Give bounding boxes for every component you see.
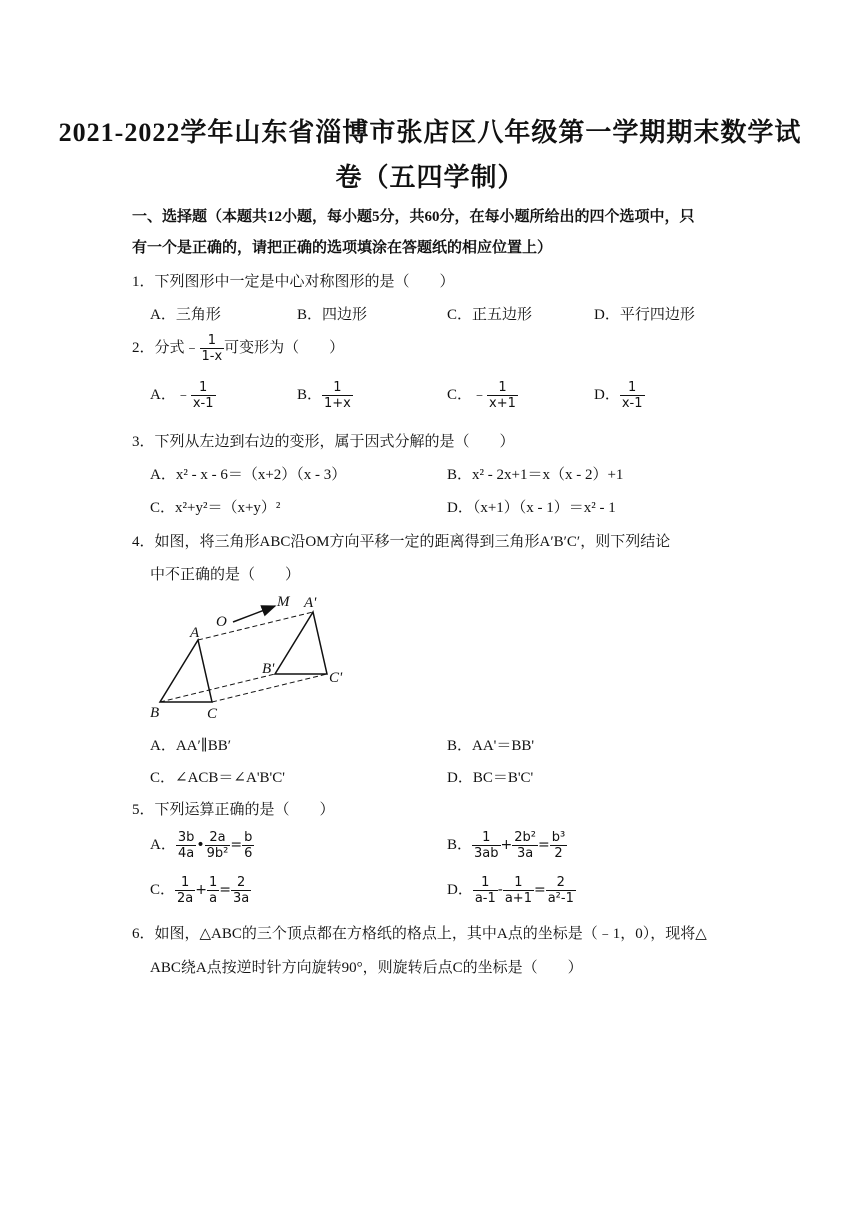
om-arrow <box>233 606 275 622</box>
page-title: 2021-2022学年山东省淄博市张店区八年级第一学期期末数学试 <box>58 118 802 147</box>
denominator: x-1 <box>192 396 214 411</box>
question-6-stem-continued: ABC绕A点按逆时针方向旋转90°，则旋转后点C的坐标是（ ） <box>150 960 583 976</box>
q2-option-a-fraction <box>191 380 216 411</box>
question-4-stem: 4．如图，将三角形ABC沿OM方向平移一定的距离得到三角形A′B′C′，则下列结论 <box>132 534 671 550</box>
label-b-prime: B' <box>262 661 275 677</box>
denominator: a+1 <box>504 891 532 906</box>
q2-option-c-label: C． <box>447 386 473 403</box>
denominator: 6 <box>244 846 253 861</box>
denominator: 2a <box>177 891 194 906</box>
numerator: 1 <box>498 380 507 395</box>
fraction-2 <box>205 830 231 861</box>
q5-option-d-label: D． <box>447 881 473 898</box>
numerator: 2a <box>209 830 226 845</box>
q4-option-a[interactable]: A．AA′∥BB′ <box>150 738 231 754</box>
label-a-prime: A' <box>304 595 317 611</box>
q1-option-a[interactable]: A．三角形 <box>150 307 221 323</box>
triangle-abc <box>160 640 212 702</box>
label-o: O <box>216 614 227 630</box>
question-6-stem: 6．如图，△ABC的三个顶点都在方格纸的格点上，其中A点的坐标是（﹣1，0），现将△ <box>132 926 707 942</box>
q4-option-d[interactable]: D．BC＝B'C' <box>447 770 534 786</box>
question-2-stem <box>132 333 344 364</box>
fraction-1 <box>175 875 195 906</box>
operator: • <box>196 836 205 853</box>
q2-stem-prefix: 2．分式﹣ <box>132 339 200 356</box>
equals: = <box>219 881 232 898</box>
q2-option-d[interactable] <box>594 380 645 411</box>
numerator: 2b² <box>514 830 536 845</box>
question-4-stem-continued: 中不正确的是（ ） <box>150 567 301 583</box>
numerator: 3b <box>177 830 195 845</box>
q2-option-a-sign: ﹣ <box>175 386 191 403</box>
denominator: a-1 <box>474 891 496 906</box>
equals: = <box>230 836 243 853</box>
operator: + <box>195 881 207 898</box>
q2-option-b[interactable] <box>297 380 353 411</box>
numerator: 1 <box>482 830 491 845</box>
q2-option-d-label: D． <box>594 386 620 403</box>
q1-option-d[interactable]: D．平行四边形 <box>594 307 695 323</box>
q2-option-a-label: A． <box>150 386 176 403</box>
fraction-1 <box>472 830 501 861</box>
denominator: a²-1 <box>547 891 574 906</box>
numerator: 1 <box>628 380 637 395</box>
q5-option-b-label: B． <box>447 836 473 853</box>
fraction-1 <box>473 875 498 906</box>
numerator: 2 <box>237 875 246 890</box>
label-c: C <box>207 706 218 722</box>
page-title-continued: 卷（五四学制） <box>335 163 525 192</box>
label-m: M <box>277 594 290 610</box>
triangle-a1b1c1 <box>275 612 327 674</box>
label-c-prime: C' <box>329 670 343 686</box>
q5-option-a-label: A． <box>150 836 176 853</box>
q3-option-b[interactable]: B．x² - 2x+1＝x（x - 2）+1 <box>447 467 624 483</box>
denominator: x-1 <box>621 396 643 411</box>
fraction-3 <box>231 875 251 906</box>
q3-option-c[interactable]: C．x²+y²＝（x+y）² <box>150 500 281 516</box>
numerator: 1 <box>199 380 208 395</box>
numerator: 2 <box>556 875 565 890</box>
q2-option-b-fraction <box>322 380 353 411</box>
q3-option-a[interactable]: A．x² - x - 6＝（x+2）（x - 3） <box>150 467 347 483</box>
q2-option-c-fraction <box>487 380 518 411</box>
q5-option-c[interactable] <box>150 875 251 906</box>
operator: + <box>500 836 513 853</box>
question-3-stem: 3．下列从左边到右边的变形，属于因式分解的是（ ） <box>132 434 515 450</box>
denominator: 4a <box>176 845 197 861</box>
numerator: b <box>244 830 253 845</box>
q4-option-c[interactable]: C．∠ACB＝∠A'B'C' <box>150 770 285 786</box>
fraction-2 <box>503 875 534 906</box>
fraction-3 <box>546 875 576 906</box>
translation-figure <box>140 590 370 725</box>
numerator: 1 <box>514 875 523 890</box>
q2-stem-numerator: 1 <box>207 333 216 348</box>
dashed-bb1 <box>160 674 275 702</box>
q2-option-a[interactable] <box>150 380 216 411</box>
q1-option-b[interactable]: B．四边形 <box>297 307 368 323</box>
q2-stem-denominator: 1-x <box>201 349 223 364</box>
numerator: 1 <box>333 380 342 395</box>
section-heading-continued: 有一个是正确的，请把正确的选项填涂在答题纸的相应位置上） <box>132 240 553 256</box>
fraction-3 <box>550 830 567 861</box>
denominator: x+1 <box>489 396 516 411</box>
label-a: A <box>190 625 200 641</box>
denominator: a <box>207 890 219 906</box>
q5-option-d[interactable] <box>447 875 576 906</box>
q2-option-c[interactable] <box>447 380 518 411</box>
numerator: 1 <box>209 875 218 890</box>
denominator: 3ab <box>474 846 499 861</box>
dashed-cc1 <box>212 674 327 702</box>
fraction-1 <box>176 830 197 861</box>
q2-option-b-label: B． <box>297 386 323 403</box>
fraction-3 <box>242 830 254 861</box>
q1-option-c[interactable]: C．正五边形 <box>447 307 533 323</box>
denominator: 3a <box>233 891 250 906</box>
denominator: 9b² <box>206 846 229 861</box>
equals: = <box>537 836 550 853</box>
denominator: 2 <box>550 845 567 861</box>
question-1-stem: 1．下列图形中一定是中心对称图形的是（ ） <box>132 274 455 290</box>
q2-option-c-sign: ﹣ <box>472 386 488 403</box>
denominator: 1+x <box>324 396 351 411</box>
question-5-stem: 5．下列运算正确的是（ ） <box>132 802 335 818</box>
q2-option-d-fraction <box>620 380 645 411</box>
numerator: b³ <box>551 830 566 845</box>
q4-option-b[interactable]: B．AA'＝BB' <box>447 738 535 754</box>
q2-stem-suffix: 可变形为（ ） <box>224 339 345 356</box>
q5-option-b[interactable] <box>447 830 567 861</box>
q3-option-d[interactable]: D．（x+1）（x - 1）＝x² - 1 <box>447 500 616 516</box>
q5-option-a[interactable] <box>150 830 254 861</box>
equals: = <box>533 881 546 898</box>
q5-option-c-label: C． <box>150 881 176 898</box>
operator: - <box>497 881 503 898</box>
q2-stem-fraction <box>200 333 225 364</box>
denominator: 3a <box>512 845 538 861</box>
numerator: 1 <box>481 875 490 890</box>
numerator: 1 <box>181 875 190 890</box>
section-heading: 一、选择题（本题共12小题，每小题5分，共60分，在每小题所给出的四个选项中，只 <box>132 209 695 225</box>
label-b: B <box>150 705 160 721</box>
fraction-2 <box>512 830 538 861</box>
fraction-2 <box>207 875 219 906</box>
